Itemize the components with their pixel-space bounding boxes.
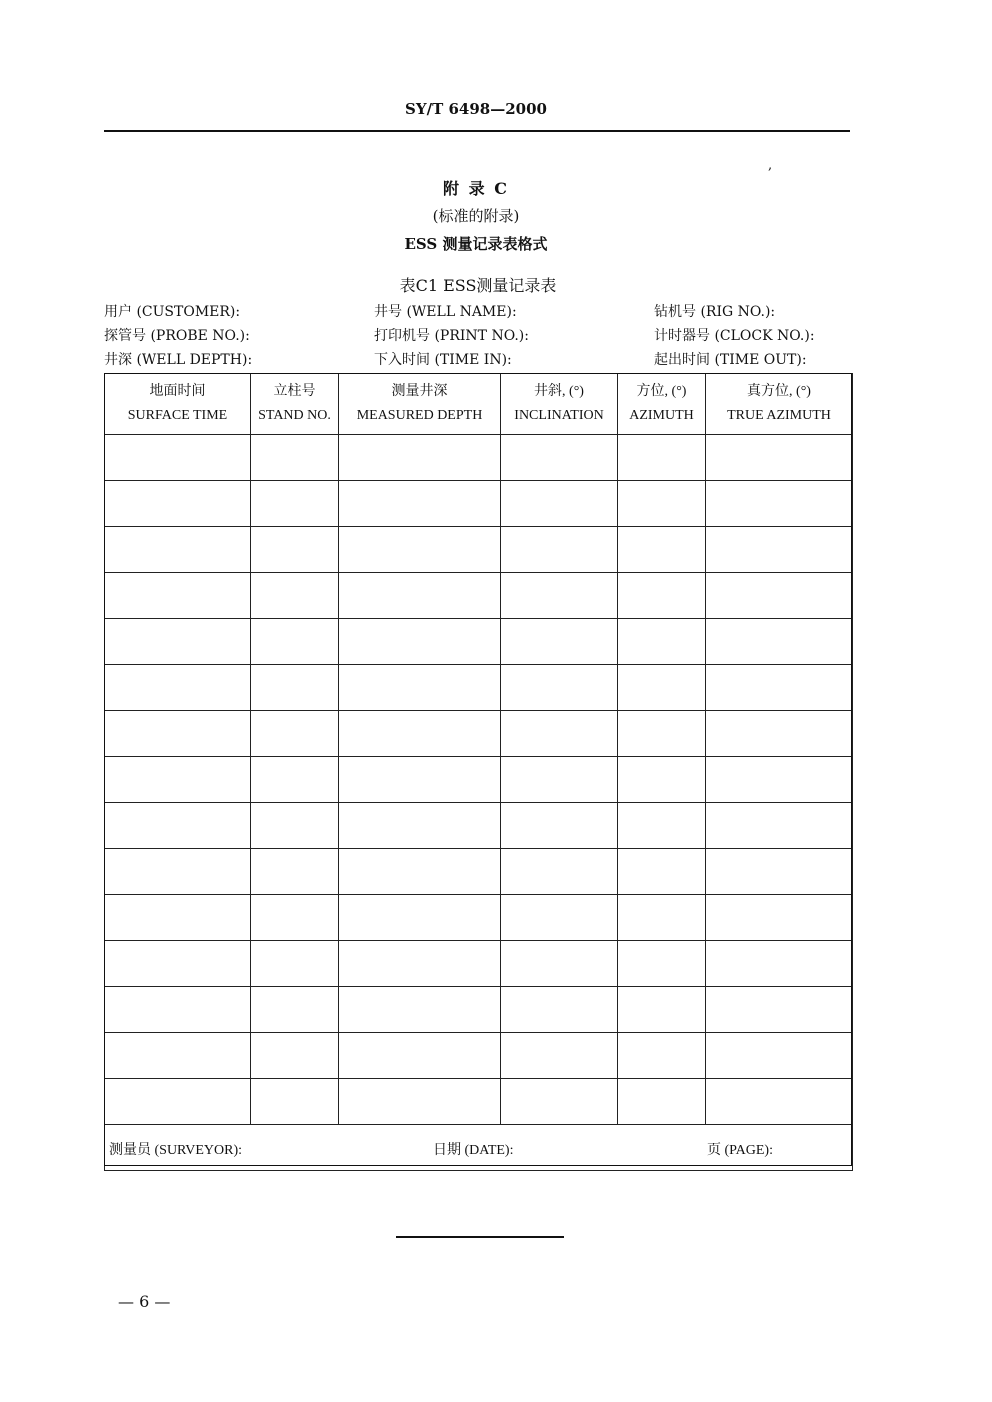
entry-cell [706,527,853,573]
entry-cell [251,1033,339,1079]
header-rule [104,130,850,132]
entry-cell [501,849,618,895]
footer-page: 页 (PAGE): [707,1143,773,1158]
table-row [105,481,853,527]
entry-cell [339,435,501,481]
entry-cell [618,619,706,665]
entry-cell [501,895,618,941]
entry-cell [706,895,853,941]
entry-cell [105,1079,251,1125]
field-well-name: 井号 (WELL NAME): [374,304,517,320]
entry-cell [339,757,501,803]
entry-cell [339,987,501,1033]
entry-cell [105,941,251,987]
ess-record-table [104,373,853,1171]
end-rule [396,1236,564,1238]
table-row [105,849,853,895]
entry-cell [251,435,339,481]
entry-cell [501,481,618,527]
entry-cell [706,1079,853,1125]
table-row [105,527,853,573]
entry-cell [618,573,706,619]
entry-cell [618,435,706,481]
entry-cell [339,803,501,849]
standard-code: SY/T 6498—2000 [405,100,547,118]
entry-cell [618,1033,706,1079]
entry-cell [618,711,706,757]
entry-cell [501,803,618,849]
col-true-azimuth: 真方位, (°) TRUE AZIMUTH [706,374,853,435]
entry-cell [706,941,853,987]
field-clock-no: 计时器号 (CLOCK NO.): [654,328,815,344]
entry-cell [339,481,501,527]
entry-cell [706,435,853,481]
table-header-row [105,374,853,435]
entry-cell [706,987,853,1033]
entry-cell [501,665,618,711]
table-row [105,895,853,941]
entry-cell [618,895,706,941]
entry-cell [339,573,501,619]
entry-cell [251,573,339,619]
entry-cell [501,711,618,757]
entry-cell [251,987,339,1033]
field-probe-no: 探管号 (PROBE NO.): [104,328,250,344]
entry-cell [618,849,706,895]
entry-cell [501,1033,618,1079]
entry-cell [339,619,501,665]
entry-cell [618,757,706,803]
entry-cell [618,665,706,711]
entry-cell [105,619,251,665]
entry-cell [105,757,251,803]
table-row [105,987,853,1033]
entry-cell [618,803,706,849]
entry-cell [339,941,501,987]
entry-cell [251,849,339,895]
table-row [105,1079,853,1125]
stray-mark: , [768,158,773,173]
field-well-depth: 井深 (WELL DEPTH): [104,352,253,368]
entry-cell [251,619,339,665]
entry-cell [501,573,618,619]
col-surface-time: 地面时间 SURFACE TIME [105,374,251,435]
entry-cell [251,527,339,573]
entry-cell [339,1033,501,1079]
entry-cell [339,711,501,757]
entry-cell [501,1079,618,1125]
table-caption: 表C1 ESS测量记录表 [399,276,557,295]
entry-cell [339,1079,501,1125]
entry-cell [105,895,251,941]
entry-cell [105,481,251,527]
entry-cell [251,757,339,803]
table-footer-row [105,1125,853,1171]
field-time-out: 起出时间 (TIME OUT): [654,352,807,368]
field-time-in: 下入时间 (TIME IN): [374,352,512,368]
appendix-title: 附 录 C [443,179,509,198]
table-row [105,1033,853,1079]
page-number: — 6 — [118,1292,171,1311]
col-measured-depth: 测量井深 MEASURED DEPTH [339,374,501,435]
entry-cell [105,803,251,849]
col-stand-no: 立柱号 STAND NO. [251,374,339,435]
entry-cell [251,803,339,849]
footer-cell [105,1125,853,1171]
entry-cell [105,1033,251,1079]
entry-cell [105,527,251,573]
entry-cell [339,665,501,711]
field-print-no: 打印机号 (PRINT NO.): [374,328,529,344]
entry-cell [501,435,618,481]
table-row [105,711,853,757]
entry-cell [339,895,501,941]
entry-cell [706,573,853,619]
entry-cell [251,711,339,757]
appendix-subtitle: (标准的附录) [432,207,520,225]
entry-cell [706,1033,853,1079]
col-azimuth: 方位, (°) AZIMUTH [618,374,706,435]
entry-cell [105,665,251,711]
entry-cell [105,711,251,757]
entry-cell [618,1079,706,1125]
entry-cell [618,527,706,573]
entry-cell [618,481,706,527]
table-row [105,803,853,849]
entry-cell [706,849,853,895]
entry-cell [105,573,251,619]
table-row [105,757,853,803]
entry-cell [618,941,706,987]
table-row [105,619,853,665]
table-row [105,573,853,619]
entry-cell [501,987,618,1033]
entry-cell [618,987,706,1033]
footer-date: 日期 (DATE): [433,1143,514,1158]
entry-cell [501,941,618,987]
entry-cell [501,619,618,665]
col-inclination: 井斜, (°) INCLINATION [501,374,618,435]
entry-cell [706,481,853,527]
entry-cell [105,849,251,895]
entry-cell [706,665,853,711]
table-row [105,435,853,481]
entry-cell [501,527,618,573]
entry-cell [251,481,339,527]
entry-cell [105,987,251,1033]
appendix-heading: ESS 测量记录表格式 [404,235,548,253]
entry-cell [706,757,853,803]
entry-cell [501,757,618,803]
entry-cell [251,665,339,711]
footer-surveyor: 测量员 (SURVEYOR): [109,1143,243,1158]
table-row [105,665,853,711]
entry-cell [105,435,251,481]
field-customer: 用户 (CUSTOMER): [104,304,241,320]
field-rig-no: 钻机号 (RIG NO.): [654,304,776,320]
entry-cell [251,895,339,941]
table-row [105,941,853,987]
entry-cell [339,527,501,573]
entry-cell [339,849,501,895]
entry-cell [706,711,853,757]
entry-cell [251,1079,339,1125]
entry-cell [251,941,339,987]
entry-cell [706,619,853,665]
entry-cell [706,803,853,849]
